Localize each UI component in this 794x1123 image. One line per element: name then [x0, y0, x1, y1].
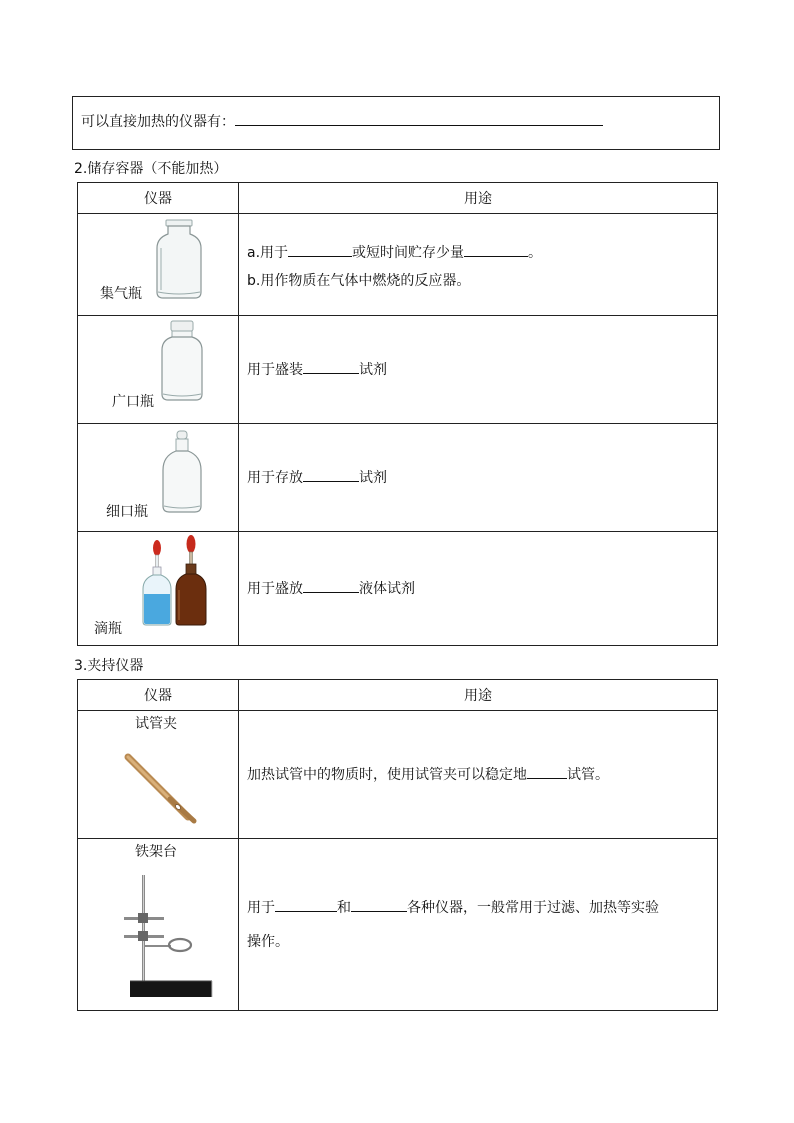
- instrument-cell: [78, 532, 239, 646]
- col-header-use: 用途: [239, 183, 718, 214]
- gas-bottle-icon: [154, 218, 204, 300]
- use-cell: [239, 532, 718, 646]
- blank[interactable]: [303, 467, 359, 482]
- heatable-box: [72, 96, 720, 150]
- col-header-instrument: 仪器: [78, 680, 239, 711]
- use-line: 用于盛放 液体试剂: [239, 573, 717, 605]
- instrument-cell: [78, 711, 239, 839]
- col-header-use: 用途: [239, 680, 718, 711]
- section2-title: 2.储存容器（不能加热）: [74, 161, 228, 177]
- use-line: 用于盛装 试剂: [239, 354, 717, 386]
- blank[interactable]: [527, 764, 567, 779]
- blank[interactable]: [303, 578, 359, 593]
- heatable-line: [81, 111, 603, 131]
- instrument-cell: [78, 424, 239, 532]
- instrument-name: 集气瓶: [100, 286, 142, 302]
- use-cell: [239, 316, 718, 424]
- use-cell: [239, 424, 718, 532]
- instrument-name: 细口瓶: [106, 504, 148, 520]
- instrument-name: 试管夹: [135, 716, 177, 732]
- col-header-instrument: 仪器: [78, 183, 239, 214]
- use-cell: [239, 839, 718, 1011]
- use-line: 加热试管中的物质时，使用试管夹可以稳定地 试管。: [239, 759, 717, 791]
- blank[interactable]: [288, 242, 352, 257]
- heatable-label: 可以直接加热的仪器有：: [81, 114, 235, 130]
- use-line-a: a.用于 或短时间贮存少量 。: [239, 237, 717, 269]
- use-line: 用于存放 试剂: [239, 462, 717, 494]
- use-line-b: b.用作物质在气体中燃烧的反应器。: [247, 272, 471, 289]
- storage-table: [77, 182, 718, 646]
- use-line-2: 操作。: [247, 933, 289, 950]
- blank[interactable]: [464, 242, 528, 257]
- heatable-blank[interactable]: [235, 111, 603, 126]
- use-cell: [239, 214, 718, 316]
- blank[interactable]: [303, 359, 359, 374]
- section3-title: 3.夹持仪器: [74, 658, 144, 674]
- instrument-name: 广口瓶: [112, 394, 154, 410]
- instrument-name: 铁架台: [135, 844, 177, 860]
- iron-stand-icon: [122, 873, 218, 1003]
- instrument-cell: [78, 214, 239, 316]
- use-cell: [239, 711, 718, 839]
- use-line: 用于 和 各种仪器，一般常用于过滤、加热等实验: [239, 891, 717, 925]
- holding-table: [77, 679, 718, 1011]
- wide-mouth-bottle-icon: [158, 320, 206, 402]
- instrument-name: 滴瓶: [94, 621, 122, 637]
- blank[interactable]: [351, 897, 407, 912]
- test-tube-holder-icon: [122, 751, 198, 827]
- dropper-bottle-icon: [140, 534, 210, 628]
- instrument-cell: [78, 839, 239, 1011]
- narrow-mouth-bottle-icon: [160, 430, 204, 514]
- instrument-cell: [78, 316, 239, 424]
- blank[interactable]: [275, 897, 337, 912]
